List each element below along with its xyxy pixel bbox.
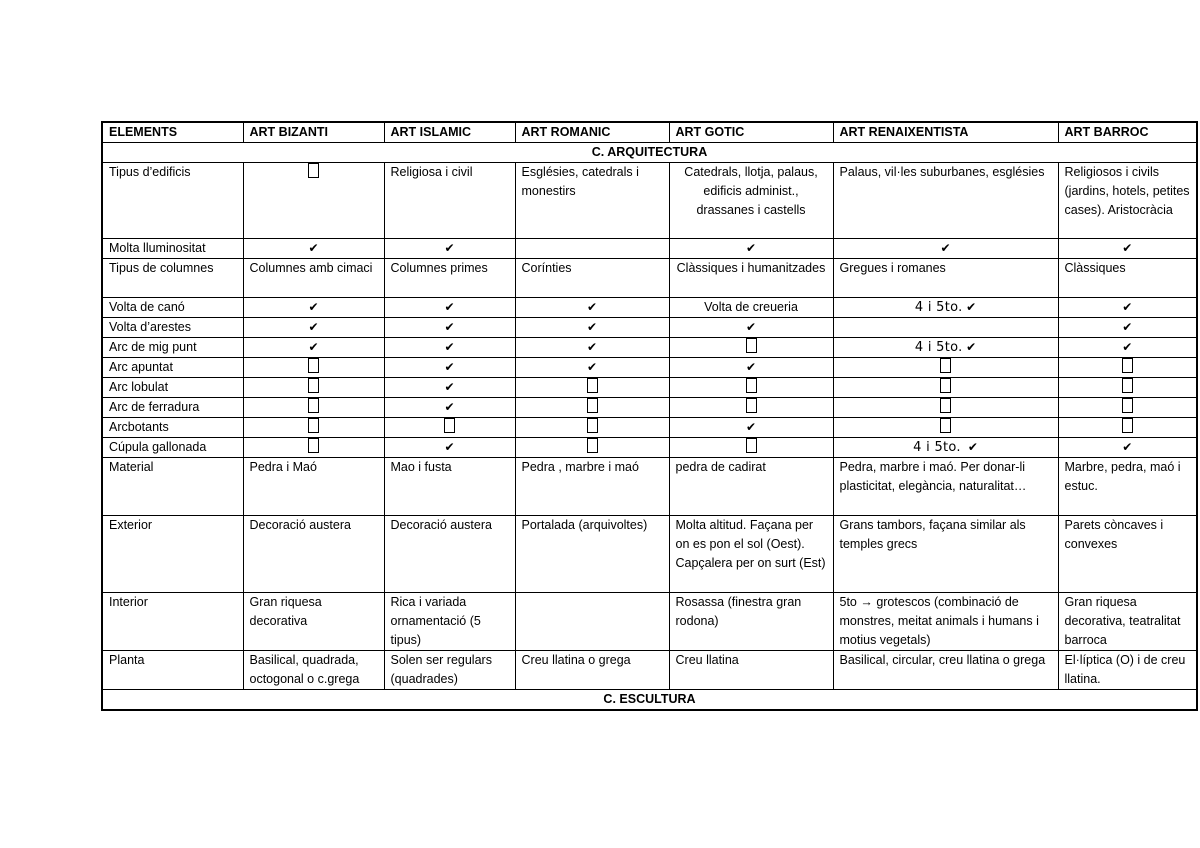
table-cell xyxy=(384,398,515,418)
table-cell: Gran riquesa decorativa, teatralitat barroca xyxy=(1058,593,1197,651)
table-cell xyxy=(1058,239,1197,259)
row-label: Arc de ferradura xyxy=(102,398,243,418)
empty-box-icon xyxy=(1122,378,1133,393)
period-note: 4 i 5to. xyxy=(914,300,963,315)
row-label: Arc de mig punt xyxy=(102,338,243,358)
table-cell: Basilical, circular, creu llatina o grega xyxy=(833,651,1058,690)
empty-box-icon xyxy=(308,398,319,413)
table-cell: Columnes primes xyxy=(384,259,515,298)
row-label: Volta d’arestes xyxy=(102,318,243,338)
table-cell xyxy=(243,318,384,338)
header-art-islamic: ART ISLAMIC xyxy=(384,122,515,143)
table-cell xyxy=(243,163,384,239)
table-cell xyxy=(243,358,384,378)
table-row xyxy=(102,418,1197,438)
table-cell: Basilical, quadrada, octogonal o c.grega xyxy=(243,651,384,690)
table-cell xyxy=(515,358,669,378)
table-cell xyxy=(384,298,515,318)
table-cell xyxy=(833,338,1058,358)
check-icon: ✔ xyxy=(745,320,757,334)
table-cell xyxy=(515,338,669,358)
table-cell: Gregues i romanes xyxy=(833,259,1058,298)
table-cell: Parets còncaves i convexes xyxy=(1058,516,1197,593)
table-cell xyxy=(1058,318,1197,338)
table-cell: El·líptica (O) i de creu llatina. xyxy=(1058,651,1197,690)
empty-box-icon xyxy=(940,378,951,393)
table-cell: Columnes amb cimaci xyxy=(243,259,384,298)
table-cell: Corínties xyxy=(515,259,669,298)
check-icon: ✔ xyxy=(308,241,319,255)
table-cell xyxy=(1058,378,1197,398)
empty-box-icon xyxy=(1122,358,1133,373)
check-icon: ✔ xyxy=(1122,320,1133,334)
row-label: Volta de canó xyxy=(102,298,243,318)
header-row xyxy=(102,122,1197,143)
check-icon: ✔ xyxy=(586,360,598,374)
table-cell: Solen ser regulars (quadrades) xyxy=(384,651,515,690)
empty-box-icon xyxy=(308,438,319,453)
table-cell xyxy=(669,338,833,358)
empty-box-icon xyxy=(940,398,951,413)
check-icon: ✔ xyxy=(1122,241,1133,255)
row-label: Cúpula gallonada xyxy=(102,438,243,458)
table-cell xyxy=(669,418,833,438)
check-icon: ✔ xyxy=(1122,300,1133,314)
table-cell: Religiosa i civil xyxy=(384,163,515,239)
empty-box-icon xyxy=(308,418,319,433)
header-art-barroc: ART BARROC xyxy=(1058,122,1197,143)
table-cell xyxy=(384,378,515,398)
empty-box-icon xyxy=(1122,418,1133,433)
table-cell xyxy=(1058,418,1197,438)
check-icon: ✔ xyxy=(444,241,455,255)
row-label: Tipus d’edificis xyxy=(102,163,243,239)
table-cell: 5to → grotescos (combinació de monstres, meitat animals i humans i motius vegetals) xyxy=(833,593,1058,651)
row-label: Arcbotants xyxy=(102,418,243,438)
empty-box-icon xyxy=(444,418,455,433)
table-row xyxy=(102,593,1197,651)
table-row xyxy=(102,438,1197,458)
table-cell xyxy=(1058,338,1197,358)
table-cell xyxy=(833,438,1058,458)
check-icon: ✔ xyxy=(1122,440,1133,454)
table-cell: Rosassa (finestra gran rodona) xyxy=(669,593,833,651)
empty-box-icon xyxy=(587,418,598,433)
table-row xyxy=(102,651,1197,690)
row-label: Exterior xyxy=(102,516,243,593)
table-cell xyxy=(243,338,384,358)
table-cell xyxy=(669,438,833,458)
table-cell xyxy=(1058,298,1197,318)
table-cell: Decoració austera xyxy=(243,516,384,593)
table-row xyxy=(102,358,1197,378)
empty-box-icon xyxy=(940,358,951,373)
table-cell: Creu llatina o grega xyxy=(515,651,669,690)
row-label: Tipus de columnes xyxy=(102,259,243,298)
table-cell xyxy=(243,418,384,438)
check-icon: ✔ xyxy=(444,300,455,314)
table-cell xyxy=(384,318,515,338)
period-note: 4 i 5to. xyxy=(913,440,961,455)
table-cell: Esglésies, catedrals i monestirs xyxy=(515,163,669,239)
table-cell xyxy=(669,358,833,378)
row-label: Material xyxy=(102,458,243,516)
check-icon: ✔ xyxy=(966,340,977,354)
table-row xyxy=(102,298,1197,318)
row-label: Interior xyxy=(102,593,243,651)
table-cell xyxy=(515,418,669,438)
table-cell: pedra de cadirat xyxy=(669,458,833,516)
section-title-escultura: C. ESCULTURA xyxy=(102,690,1197,711)
table-cell xyxy=(833,398,1058,418)
table-cell xyxy=(515,438,669,458)
table-row xyxy=(102,259,1197,298)
table-cell xyxy=(833,358,1058,378)
table-cell: Clàssiques xyxy=(1058,259,1197,298)
table-cell xyxy=(384,358,515,378)
check-icon: ✔ xyxy=(745,360,757,374)
check-icon: ✔ xyxy=(586,340,598,354)
table-row xyxy=(102,318,1197,338)
table-cell xyxy=(1058,398,1197,418)
table-cell: Religiosos i civils (jardins, hotels, petites cases). Aristocràcia xyxy=(1058,163,1197,239)
table-cell xyxy=(833,239,1058,259)
table-cell: Mao i fusta xyxy=(384,458,515,516)
art-comparison-table xyxy=(101,121,1198,711)
table-row xyxy=(102,378,1197,398)
header-art-bizanti: ART BIZANTI xyxy=(243,122,384,143)
header-art-gotic: ART GOTIC xyxy=(669,122,833,143)
check-icon: ✔ xyxy=(308,340,319,354)
table-row xyxy=(102,516,1197,593)
table-cell xyxy=(669,318,833,338)
table-cell: Gran riquesa decorativa xyxy=(243,593,384,651)
empty-box-icon xyxy=(1122,398,1133,413)
check-icon: ✔ xyxy=(745,420,757,434)
section-row-escultura xyxy=(102,690,1197,711)
table-cell: Pedra i Maó xyxy=(243,458,384,516)
table-cell: Rica i variada ornamentació (5 tipus) xyxy=(384,593,515,651)
check-icon: ✔ xyxy=(586,300,598,314)
table-cell xyxy=(669,378,833,398)
table-cell xyxy=(243,298,384,318)
section-row-arquitectura xyxy=(102,143,1197,163)
table-cell: Portalada (arquivoltes) xyxy=(515,516,669,593)
check-icon: ✔ xyxy=(308,300,319,314)
table-row xyxy=(102,458,1197,516)
check-icon: ✔ xyxy=(444,400,455,414)
check-icon: ✔ xyxy=(967,440,978,454)
check-icon: ✔ xyxy=(940,241,951,255)
table-cell xyxy=(243,438,384,458)
row-label: Molta lluminositat xyxy=(102,239,243,259)
table-cell: Creu llatina xyxy=(669,651,833,690)
table-cell xyxy=(243,378,384,398)
check-icon: ✔ xyxy=(444,320,455,334)
empty-box-icon xyxy=(308,358,319,373)
table-cell: Decoració austera xyxy=(384,516,515,593)
check-icon: ✔ xyxy=(444,360,455,374)
table-cell: Volta de creueria xyxy=(669,298,833,318)
table-cell xyxy=(243,398,384,418)
empty-box-icon xyxy=(940,418,951,433)
row-label: Arc apuntat xyxy=(102,358,243,378)
row-label: Arc lobulat xyxy=(102,378,243,398)
empty-box-icon xyxy=(308,378,319,393)
table-cell: Marbre, pedra, maó i estuc. xyxy=(1058,458,1197,516)
period-note: 4 i 5to. xyxy=(914,340,963,355)
row-label: Planta xyxy=(102,651,243,690)
table-cell: Pedra, marbre i maó. Per donar-li plasticitat, elegància, naturalitat… xyxy=(833,458,1058,516)
header-art-romanic: ART ROMANIC xyxy=(515,122,669,143)
section-title-arquitectura: C. ARQUITECTURA xyxy=(102,143,1197,163)
table-cell xyxy=(515,318,669,338)
check-icon: ✔ xyxy=(444,340,455,354)
table-cell xyxy=(384,418,515,438)
empty-box-icon xyxy=(587,438,598,453)
table-cell xyxy=(515,593,669,651)
table-cell: Pedra , marbre i maó xyxy=(515,458,669,516)
table-row xyxy=(102,398,1197,418)
table-cell xyxy=(1058,358,1197,378)
check-icon: ✔ xyxy=(966,300,977,314)
empty-box-icon xyxy=(587,398,598,413)
table-cell: Grans tambors, façana similar als temples grecs xyxy=(833,516,1058,593)
empty-box-icon xyxy=(746,438,757,453)
table-cell xyxy=(833,418,1058,438)
table-cell xyxy=(384,438,515,458)
header-elements: ELEMENTS xyxy=(102,122,243,143)
table-cell: Molta altitud. Façana per on es pon el sol (Oest). Capçalera per on surt (Est) xyxy=(669,516,833,593)
table-cell xyxy=(243,239,384,259)
table-cell xyxy=(669,239,833,259)
table-cell xyxy=(515,398,669,418)
empty-box-icon xyxy=(746,378,757,393)
table-cell xyxy=(384,338,515,358)
table-row xyxy=(102,338,1197,358)
header-art-renaixentista: ART RENAIXENTISTA xyxy=(833,122,1058,143)
table-cell xyxy=(515,378,669,398)
empty-box-icon xyxy=(308,163,319,178)
table-cell xyxy=(515,298,669,318)
check-icon: ✔ xyxy=(745,241,757,255)
table-row xyxy=(102,163,1197,239)
table-cell xyxy=(515,239,669,259)
empty-box-icon xyxy=(587,378,598,393)
table-cell xyxy=(833,298,1058,318)
table-cell xyxy=(833,378,1058,398)
table-cell: Palaus, vil·les suburbanes, esglésies xyxy=(833,163,1058,239)
table-row xyxy=(102,239,1197,259)
table-cell xyxy=(669,398,833,418)
empty-box-icon xyxy=(746,398,757,413)
check-icon: ✔ xyxy=(586,320,598,334)
check-icon: ✔ xyxy=(444,380,455,394)
check-icon: ✔ xyxy=(308,320,319,334)
table-cell xyxy=(1058,438,1197,458)
table-cell xyxy=(384,239,515,259)
table-cell: Clàssiques i humanitzades xyxy=(669,259,833,298)
check-icon: ✔ xyxy=(1122,340,1133,354)
check-icon: ✔ xyxy=(444,440,455,454)
empty-box-icon xyxy=(746,338,757,353)
table-cell: Catedrals, llotja, palaus, edificis administ., drassanes i castells xyxy=(669,163,833,239)
table-cell xyxy=(833,318,1058,338)
